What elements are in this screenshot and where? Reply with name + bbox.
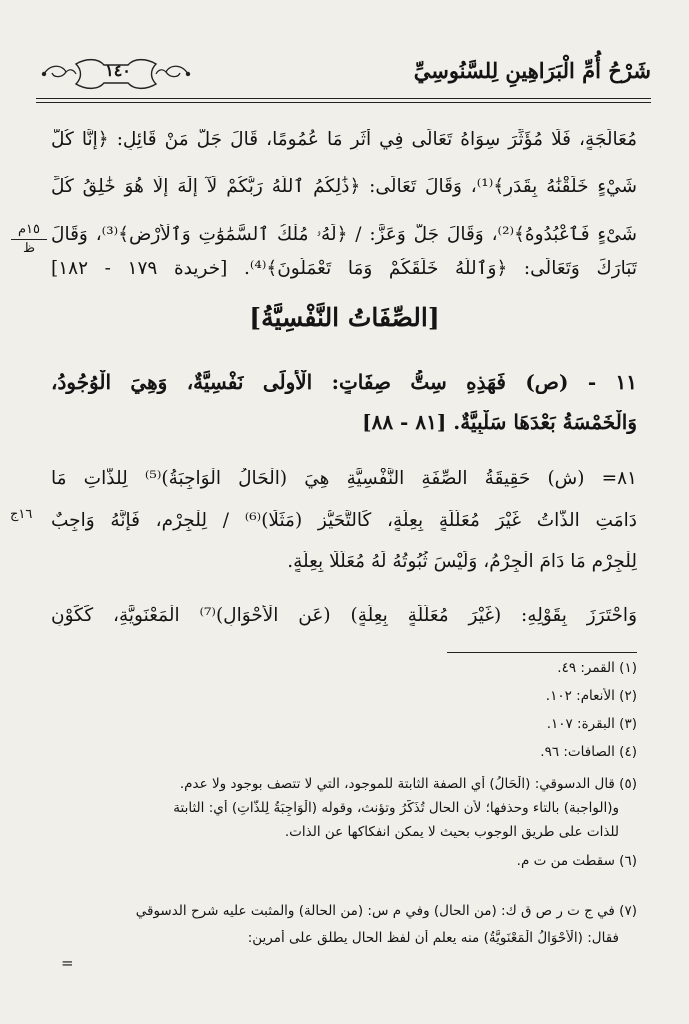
footnote: (٤) الصافات: ٩٦.	[540, 744, 637, 760]
margin-ref-bottom: ظ	[22, 241, 36, 256]
margin-manuscript-ref	[11, 222, 47, 257]
footnote: (٥) قال الدسوقي: (الْحَالُ) أي الصفة الثابتة للموجود، التي لا تتصف بوجود ولا عدم.	[179, 776, 637, 792]
sharh-line: دَامَتِ الذَّاتُ غَيْرَ مُعَلَّلَةٍ بِعِلَّةٍ، كَالتَّحَيُّزِ (مَثَلًا)⁽⁶⁾ / لِلْجِرْمِ، فَإِنَّهُ وَاجِبٌ	[51, 510, 637, 531]
footnote-continuation: فقال: (الْأَحْوَالُ الْمَعْنَوِيَّةُ) منه يعلم أن لفظ الحال يطلق على أمرين:	[247, 930, 619, 946]
margin-manuscript-ref-j: ١٦ج	[10, 507, 33, 522]
footnote: (١) القمر: ٤٩.	[557, 660, 637, 676]
footnote: (٧) في ج ت ر ص ق ك: (من الحال) وفي م س: (من الحالة) والمثبت عليه شرح الدسوقي	[135, 903, 637, 919]
margin-ref-top: ١٥م	[17, 222, 41, 237]
footnote: (٢) الأنعام: ١٠٢.	[545, 688, 637, 704]
margin-ref-bar	[11, 239, 47, 240]
matn-line: وَالْخَمْسَةُ بَعْدَهَا سَلْبِيَّةٌ. [٨١ - ٨٨]	[362, 410, 637, 434]
continuation-mark: =	[61, 954, 74, 972]
body-line: شَىْءٍ فَٱعْبُدُوهُ﴾⁽²⁾، وَقَالَ جَلَّ وَعَزَّ: / ﴿لَهُۥ مُلْكُ ٱلسَّمَٰوَٰتِ وَٱلْأَرْضِ﴾⁽³⁾، وَقَالَ	[51, 224, 637, 245]
sharh-line: وَاحْتَرَزَ بِقَوْلِهِ: (غَيْرَ مُعَلَّلَةٍ بِعِلَّةٍ) (عَنِ الْأَحْوَالِ)⁽⁷⁾ الْمَعْنَوِيَّةِ، كَكَوْنِ	[51, 605, 637, 626]
body-line: شَيْءٍ خَلَقْنَٰهُ بِقَدَرٍ﴾⁽¹⁾، وَقَالَ تَعَالَى: ﴿ذَٰلِكُمُ ٱللَّهُ رَبُّكُمْ لَآ إِلَٰهَ إِلَّا هُوَ خَٰلِقُ كُلِّ	[51, 176, 637, 197]
body-line: مُعَالَجَةٍ، فَلَا مُؤَثِّرَ سِوَاهُ تَعَالَى فِي أَثَرٍ مَا عُمُومًا، قَالَ جَلَّ مَنْ قَائِلٍ: ﴿إِنَّا كُلَّ	[51, 129, 637, 150]
footnote-continuation: و(الواجبة) بالتاء وحذفها؛ لأن الحال تُذَكَّرُ وتؤنث، وقوله (الْوَاجِبَةُ لِلذَّاتِ) أي: الثابتة	[173, 800, 619, 816]
page-header	[36, 52, 651, 104]
body-line: تَبَارَكَ وَتَعَالَى: ﴿وَٱللَّهُ خَلَقَكُمْ وَمَا تَعْمَلُونَ﴾⁽⁴⁾. [خريدة ١٧٩ - ١٨٢]	[51, 258, 637, 279]
running-title: شَرْحُ أُمِّ الْبَرَاهِينِ لِلسَّنُوسِيِّ	[413, 58, 651, 83]
matn-line: ١١ - (ص) فَهَذِهِ سِتُّ صِفَاتٍ: الْأُولَى نَفْسِيَّةٌ، وَهِيَ الْوُجُودُ،	[51, 370, 637, 394]
header-rule	[36, 98, 651, 99]
sharh-line: لِلْجِرْمِ مَا دَامَ الْجِرْمُ، وَلَيْسَ ثُبُوتُهُ لَهُ مُعَلَّلًا بِعِلَّةٍ.	[287, 551, 637, 572]
footnote-separator	[447, 652, 637, 653]
footnote: (٣) البقرة: ١٠٧.	[546, 716, 637, 732]
footnote-continuation: للذات على طريق الوجوب بحيث لا يمكن انفكاكها عن الذات.	[284, 824, 619, 840]
footnote: (٦) سقطت من ت م.	[516, 853, 637, 869]
page-number: ١٤٠	[105, 61, 131, 80]
sharh-line: ٨١= (ش) حَقِيقَةُ الصِّفَةِ النَّفْسِيَّةِ هِيَ (الْحَالُ الْوَاجِبَةُ)⁽⁵⁾ لِلذَّاتِ مَا	[51, 468, 637, 489]
header-rule-thin	[36, 102, 651, 103]
section-title: [الصِّفَاتُ النَّفْسِيَّةُ]	[249, 303, 440, 332]
